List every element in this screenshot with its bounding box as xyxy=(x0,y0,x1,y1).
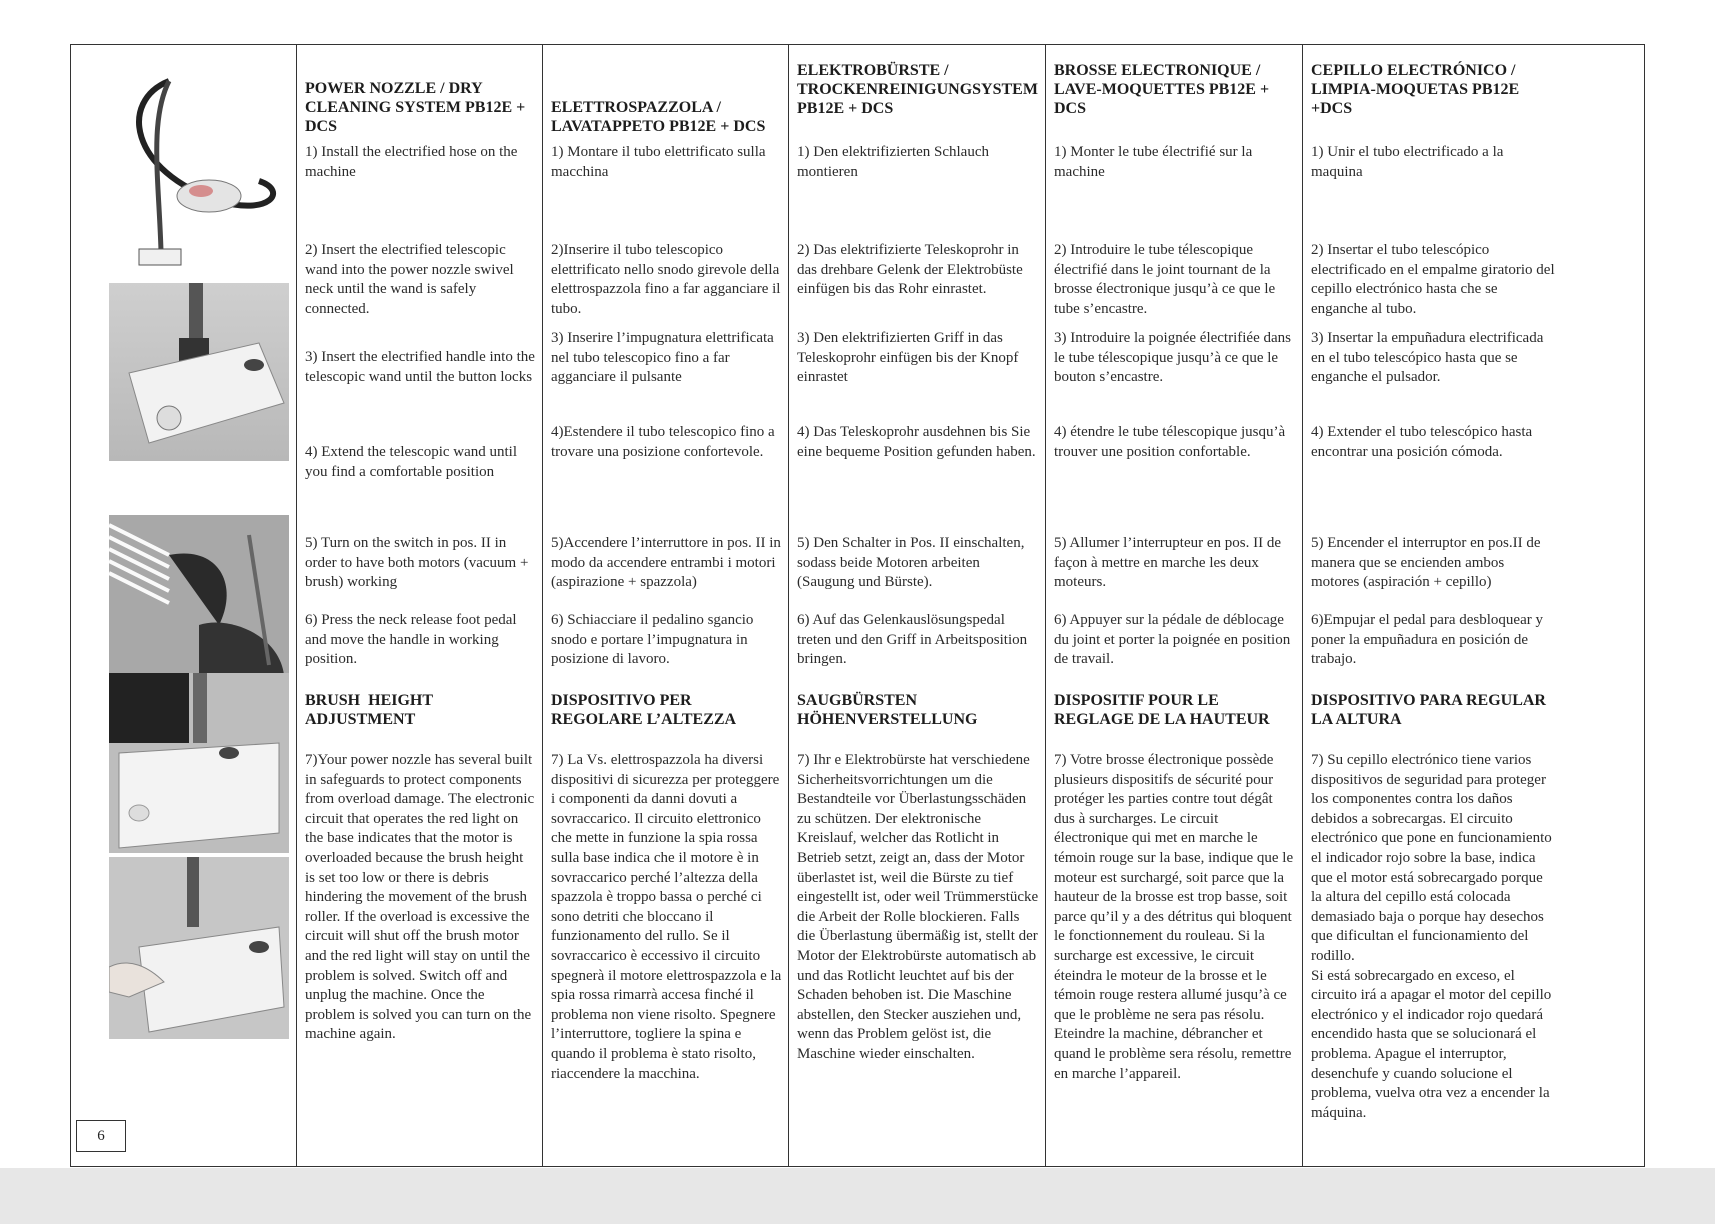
step-7: 7)Your power nozzle has several built in safeguards to protect components from overload damage. The electronic circuit that operates the red light on the base indicates that the motor is overloaded because the brush height is set too low or there is debris hindering the movement of the brush roller. If the overload is excessive the circuit will shut off the brush motor and the red light will stay on until the problem is solved. Switch off and unplug the machine. Once the problem is solved you can turn on the machine again. xyxy=(305,752,535,1043)
step-4: 4) étendre le tube télescopique jusqu’à trouver une position confortable. xyxy=(1054,424,1286,460)
section-heading: DISPOSITIVO PARA REGULAR LA ALTURA xyxy=(1311,692,1546,728)
column-french xyxy=(1046,45,1303,1166)
step-6: 6)Empujar el pedal para desbloquear y poner la empuñadura en posición de trabajo. xyxy=(1311,612,1543,668)
column-heading: BROSSE ELECTRONIQUE / LAVE-MOQUETTES PB12E + DCS xyxy=(1054,62,1270,117)
step-6: 6) Schiacciare il pedalino sgancio snodo e portare l’impugnatura in posizione di lavoro. xyxy=(551,612,754,668)
column-spanish xyxy=(1303,45,1646,1166)
step-3: 3) Introduire la poignée électrifiée dans le tube télescopique jusqu’à ce que le bouton s’encastre. xyxy=(1054,330,1291,386)
step-7: 7) Ihr e Elektrobürste hat verschiedene Sicherheitsvorrichtungen um die Bestandteile vor Überlastungsschäden zu schützen. Der elektronische Kreislauf, welcher das Rotlicht in Betrieb setzt, zeigt an, dass der Motor überlastet ist, weil die Bürste zu tief eingestellt ist, oder weil Trümmerstücke die Arbeit der Rolle blockieren. Falls die Überlastung übermäßig ist, stellt der Motor der Elektrobürste automatisch ab und das Rotlicht leuchtet auf bis der Schaden behoben ist. Die Maschine abstellen, den Stecker ausziehen und, wenn das Problem gelöst ist, die Maschine wieder einschalten. xyxy=(797,752,1039,1062)
column-heading: POWER NOZZLE / DRY CLEANING SYSTEM PB12E + DCS xyxy=(305,80,526,135)
step-7: 7) La Vs. elettrospazzola ha diversi dispositivi di sicurezza per proteggere i componenti da danni dovuti a sovraccarico. Il circuito elettronico che mette in funzione la spia rossa sulla base indica che il motore è in sovraccarico perché l’altezza della spazzola è troppo bassa o perché ci sono detriti che bloccano il funzionamento del rullo. Se il sovraccarico è eccessivo il circuito spegnerà il motore elettrospazzola e la spia rossa rimarrà accesa finché il problema non viene risolto. Spegnere l’interruttore, togliere la spina e quando il problema è stato risolto, riaccendere la macchina. xyxy=(551,752,782,1082)
step-5: 5) Den Schalter in Pos. II einschalten, sodass beide Motoren arbeiten (Saugung und Bürste). xyxy=(797,535,1025,591)
step-6: 6) Press the neck release foot pedal and move the handle in working position. xyxy=(305,612,517,668)
step-5: 5) Turn on the switch in pos. II in order to have both motors (vacuum + brush) working xyxy=(305,535,529,591)
nozzle-hand-photo xyxy=(109,857,289,1039)
brush-roller-photo xyxy=(109,673,289,853)
step-7: 7) Su cepillo electrónico tiene varios dispositivos de seguridad para proteger los componentes contra los daños debidos a sobrecargas. El circuito electrónico que pone en funcionamiento el indicador rojo sobre la base, indica que el motor está sobrecargado porque la altura del cepillo está colocada demasiado baja o porque hay desechos que dificultan el funcionamiento del rodillo. Si está sobrecargado en exceso, el circuito irá a apagar el motor del cepillo electrónico y el indicador rojo quedará encendido hasta que se solucionará el problema. Apague el interruptor, desenchufe y cuando solucione el problema, vuelva otra vez a encender la máquina. xyxy=(1311,752,1552,1121)
vacuum-photo xyxy=(109,61,289,283)
step-6: 6) Auf das Gelenkauslösungspedal treten und den Griff in Arbeitsposition bringen. xyxy=(797,612,1028,668)
step-4: 4)Estendere il tubo telescopico fino a trovare una posizione confortevole. xyxy=(551,424,775,460)
step-6: 6) Appuyer sur la pédale de déblocage du joint et porter la poignée en position de travail. xyxy=(1054,612,1291,668)
column-heading: CEPILLO ELECTRÓNICO / LIMPIA-MOQUETAS PB12E +DCS xyxy=(1311,62,1520,117)
step-5: 5) Encender el interruptor en pos.II de manera que se encienden ambos motores (aspiración + cepillo) xyxy=(1311,535,1541,591)
step-2: 2) Insertar el tubo telescópico electrificado en el empalme giratorio del cepillo electrónico hasta che se enganche al tubo. xyxy=(1311,242,1555,317)
section-heading: SAUGBÜRSTEN HÖHENVERSTELLUNG xyxy=(797,692,978,728)
manual-page xyxy=(70,44,1645,1167)
step-5: 5)Accendere l’interruttore in pos. II in modo da accendere entrambi i motori (aspirazione + spazzola) xyxy=(551,535,781,591)
page-number-box xyxy=(76,1120,126,1152)
foot-pedal-photo xyxy=(109,515,289,675)
step-1: 1) Unir el tubo electrificado a la maquina xyxy=(1311,144,1504,180)
step-2: 2) Insert the electrified telescopic wand into the power nozzle swivel neck until the wand is safely connected. xyxy=(305,242,514,317)
section-heading: BRUSH HEIGHT ADJUSTMENT xyxy=(305,692,436,728)
column-heading: ELEKTROBÜRSTE / TROCKENREINIGUNGSYSTEM PB12E + DCS xyxy=(797,62,1038,117)
step-5: 5) Allumer l’interrupteur en pos. II de façon à mettre en marche les deux moteurs. xyxy=(1054,535,1282,591)
step-2: 2) Introduire le tube télescopique électrifié dans le joint tournant de la brosse électronique jusqu’à ce que le tube s’encastre. xyxy=(1054,242,1276,317)
step-4: 4) Extend the telescopic wand until you find a comfortable position xyxy=(305,444,518,480)
column-german xyxy=(789,45,1046,1166)
step-3: 3) Insertar la empuñadura electrificada en el tubo telescópico hasta que se enganche el pulsador. xyxy=(1311,330,1544,386)
page-number: 6 xyxy=(97,1127,105,1144)
step-3: 3) Den elektrifizierten Griff in das Teleskoprohr einfügen bis der Knopf einrastet xyxy=(797,330,1019,386)
step-2: 2) Das elektrifizierte Teleskoprohr in das drehbare Gelenk der Elektrobüste einfügen bis das Rohr einrastet. xyxy=(797,242,1023,298)
step-1: 1) Install the electrified hose on the machine xyxy=(305,144,518,180)
page-bottom-shadow xyxy=(0,1168,1715,1224)
step-3: 3) Insert the electrified handle into the telescopic wand until the button locks xyxy=(305,349,535,385)
step-1: 1) Montare il tubo elettrificato sulla macchina xyxy=(551,144,766,180)
step-4: 4) Extender el tubo telescópico hasta encontrar una posición cómoda. xyxy=(1311,424,1533,460)
section-heading: DISPOSITIF POUR LE REGLAGE DE LA HAUTEUR xyxy=(1054,692,1270,728)
step-1: 1) Monter le tube électrifié sur la machine xyxy=(1054,144,1253,180)
section-heading: DISPOSITIVO PER REGOLARE L’ALTEZZA xyxy=(551,692,737,728)
column-italian xyxy=(543,45,789,1166)
photo-column xyxy=(71,45,297,1166)
step-2: 2)Inserire il tubo telescopico elettrificato nello snodo girevole della elettrospazzola fino a far agganciare il tubo. xyxy=(551,242,781,317)
column-heading: ELETTROSPAZZOLA / LAVATAPPETO PB12E + DCS xyxy=(551,99,766,135)
step-3: 3) Inserire l’impugnatura elettrificata nel tubo telescopico fino a far agganciare il pulsante xyxy=(551,330,774,386)
power-nozzle-photo xyxy=(109,283,289,461)
column-english xyxy=(297,45,543,1166)
step-1: 1) Den elektrifizierten Schlauch montieren xyxy=(797,144,989,180)
step-7: 7) Votre brosse électronique possède plusieurs dispositifs de sécurité pour protéger les parties contre tout dégât dus à surcharges. Le circuit électronique qui met en marche le témoin rouge sur la base, indique que le moteur est surchargé, soit parce que la hauteur de la brosse est trop basse, soit parce qu’il y a des détritus qui bloquent le fonctionnement du rouleau. Si la surcharge est excessive, le circuit éteindra le moteur de la brosse et le témoin rouge restera allumé jusqu’à ce que le problème ne sera pas résolu. Eteindre la machine, débrancher et quand le problème sera résolu, remettre en marche l’appareil. xyxy=(1054,752,1294,1082)
step-4: 4) Das Teleskoprohr ausdehnen bis Sie eine bequeme Position gefunden haben. xyxy=(797,424,1036,460)
